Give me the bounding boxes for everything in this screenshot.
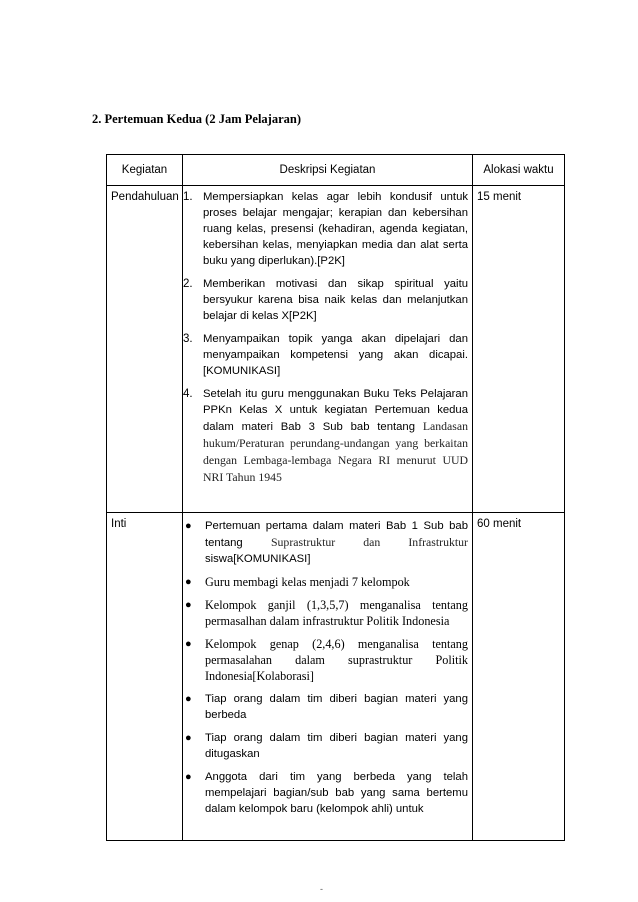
- list-item: [183, 730, 472, 762]
- phase-cell: Pendahuluan: [107, 186, 183, 513]
- bullet-icon: ●: [185, 599, 192, 611]
- list-text: [205, 518, 472, 567]
- list-item: [183, 597, 472, 629]
- bullet-icon: ●: [185, 693, 192, 705]
- bullet-icon: ●: [185, 576, 192, 588]
- list-text-serif-part: Suprastruktur dan Infrastruktur: [270, 535, 468, 549]
- list-number: 1.: [183, 191, 193, 203]
- list-text-part: siswa[KOMUNIKASI]: [205, 553, 311, 565]
- bullet-icon: ●: [185, 638, 192, 650]
- list-text: Kelompok ganjil (1,3,5,7) menganalisa tentang permasalhan dalam infrastruktur Politik Indonesia: [205, 598, 468, 628]
- description-cell: [183, 513, 473, 841]
- list-number: 2.: [183, 278, 193, 290]
- list-item: [183, 636, 472, 684]
- table-row-pendahuluan: [107, 186, 565, 513]
- list-text-part: Setelah itu guru menggunakan Buku Teks Pelajaran PPKn Kelas X untuk kegiatan Pertemuan kedua dalam materi Bab 3 Sub bab tentang: [203, 388, 468, 433]
- list-number: 3.: [183, 333, 193, 345]
- time-cell: 60 menit: [473, 513, 565, 841]
- list-text: Memberikan motivasi dan sikap spiritual yaitu bersyukur karena bisa naik kelas dan melanjutkan belajar di kelas X[P2K]: [203, 278, 468, 322]
- list-text: Menyampaikan topik yanga akan dipelajari dan menyampaikan kompetensi yang akan dicapai. [KOMUNIKASI]: [203, 333, 468, 377]
- table-row-inti: [107, 513, 565, 841]
- list-item: [183, 518, 472, 567]
- time-cell: 15 menit: [473, 186, 565, 513]
- phase-cell: Inti: [107, 513, 183, 841]
- list-item: [183, 769, 472, 817]
- table-header-row: [107, 155, 565, 186]
- bullet-icon: ●: [185, 732, 192, 744]
- list-text: Guru membagi kelas menjadi 7 kelompok: [205, 575, 410, 589]
- list-item: [183, 691, 472, 723]
- list-text: Tiap orang dalam tim diberi bagian materi yang ditugaskan: [205, 732, 468, 760]
- list-number: 4.: [183, 388, 193, 400]
- list-text: Mempersiapkan kelas agar lebih kondusif untuk proses belajar mengajar; kerapian dan kebersihan ruang kelas, presensi (kehadiran, agenda kegiatan, kebersihan kelas, menyiapkan media dan alat serta buku yang diperlukan).[P2K]: [203, 191, 468, 267]
- description-cell: [183, 186, 473, 513]
- bullet-icon: ●: [185, 771, 192, 783]
- list-text: Kelompok genap (2,4,6) menganalisa tentang permasalahan dalam suprastruktur Politik Indonesia[Kolaborasi]: [205, 637, 468, 683]
- list-item: [183, 331, 472, 379]
- section-heading: 2. Pertemuan Kedua (2 Jam Pelajaran): [92, 112, 301, 126]
- bullet-icon: ●: [185, 520, 192, 532]
- header-deskripsi: Deskripsi Kegiatan: [183, 155, 473, 186]
- list-text-serif-part: Landasan hukum/Peraturan perundang-undangan yang berkaitan dengan Lembaga-lembaga Negara RI menurut UUD NRI Tahun 1945: [203, 419, 469, 484]
- list-item: [183, 386, 472, 486]
- list-text-part: Pertemuan pertama dalam materi Bab 1 Sub bab tentang: [205, 520, 468, 549]
- list-text: Tiap orang dalam tim diberi bagian materi yang berbeda: [205, 693, 468, 721]
- list-item: [183, 276, 472, 324]
- list-item: [183, 574, 472, 590]
- header-alokasi: Alokasi waktu: [473, 155, 565, 186]
- list-item: [183, 189, 472, 269]
- list-text: Anggota dari tim yang berbeda yang telah mempelajari bagian/sub bab yang sama bertemu dalam kelompok baru (kelompok ahli) untuk: [205, 771, 468, 815]
- page-footer-mark: -: [320, 884, 323, 894]
- list-text: [203, 386, 472, 486]
- header-kegiatan: Kegiatan: [107, 155, 183, 186]
- lesson-activity-table: [106, 154, 565, 841]
